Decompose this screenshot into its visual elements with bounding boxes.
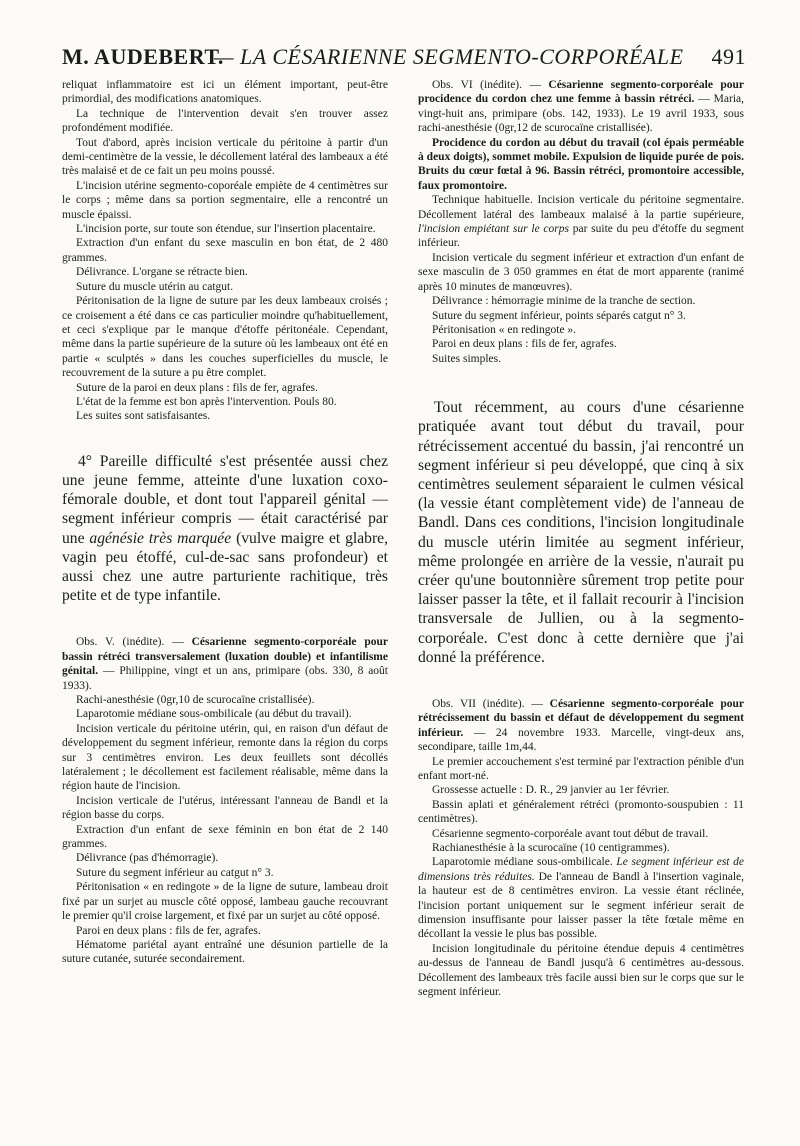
paragraph-emphasis: Le segment inférieur est de dimensions très réduites. xyxy=(418,856,745,883)
paragraph-text: De l'anneau de Bandl à l'insertion vaginale, la hauteur est de 8 centimètres environ. La vessie étant réclinée, l'incision portant uniquement sur le segment inférieur serait de dimension insuffisante pour laisser passer la tête fœtale même en décollant la vessie le plus bas possible. xyxy=(418,870,744,941)
paragraph: Suites simples. xyxy=(432,352,502,365)
observation-title: Césarienne segmento-corporéale pour rétrécissement du bassin et défaut de développement du segment inférieur. xyxy=(418,697,744,739)
paragraph: Extraction d'un enfant de sexe féminin en bon état de 2 140 grammes. xyxy=(62,823,388,851)
paragraph: Paroi en deux plans : fils de fer, agrafes. xyxy=(432,338,617,351)
body-paragraph xyxy=(62,452,388,606)
paragraph: Les suites sont satisfaisantes. xyxy=(76,410,211,423)
paragraph: Hématome pariétal ayant entraîné une désunion partielle de la suture cutanée, suturée secondairement. xyxy=(62,938,388,966)
observation-vi xyxy=(418,78,744,366)
paragraph: Incision verticale du péritoine utérin, qui, en raison d'un défaut de développement du segment inférieur, remonte dans la région du corps sur 3 centimètres environ. Les deux feuillets sont décollés latéralement ; le décollement est facilement réalisable, même dans la région haute de l'incision. xyxy=(62,722,388,793)
paragraph: Délivrance : hémorragie minime de la tranche de section. xyxy=(432,295,696,308)
paragraph-emphasis: l'incision empiétant sur le corps xyxy=(418,223,569,236)
paragraph: Suture du muscle utérin au catgut. xyxy=(76,280,234,293)
observation-heading xyxy=(62,635,388,693)
paragraph: L'incision porte, sur toute son étendue, sur l'insertion placentaire. xyxy=(76,223,376,236)
paragraph-text: Laparotomie médiane sous-ombilicale. xyxy=(432,856,613,869)
body-paragraph: Tout récemment, au cours d'une césarienne pratiquée avant tout début du travail, pour rétrécissement accentué du bassin, j'ai rencontré un segment inférieur si peu développé, que cinq à six centimètres seulement séparaient le culmen vésical (la vessie étant complètement vide) de l'anneau de Bandl. Dans ces conditions, l'incision longitudinale du muscle utérin limitée au segment inférieur, même prolongée en arrière de la vessie, n'aurait pu créer qu'une boutonnière sûrement trop petite pour laisser passer la tête, et il fallait recourir à l'incision transversale de Jullien, ou à la segmento-corporéale. C'est donc à cette dernière que j'ai donné la préférence. xyxy=(418,399,744,666)
paragraph: Péritonisation de la ligne de suture par les deux lambeaux croisés ; ce croisement a été dans ce cas particulier moindre qu'habituellement, et ceci s'explique par le manque d'étoffe péritonéale. Cependant, même dans la partie supérieure de la suture où les lambeaux ont été en partie « sculptés » dans les couches superficielles du muscle, le recouvrement de la suture a pu être complet. xyxy=(62,295,388,380)
observation-meta: — Philippine, vingt et un ans, primipare (obs. 330, 8 août 1933). xyxy=(62,665,389,692)
body-text: 4° Pareille difficulté s'est présentée aussi chez une jeune femme, atteinte d'une luxation coxo-fémorale double, et dont tout l'appareil génital — segment inférieur compris — était caractérisé par une xyxy=(62,452,388,547)
paragraph: Rachianesthésie à la scurocaïne (10 centigrammes). xyxy=(432,842,670,855)
observation-title: Césarienne segmento-corporéale pour procidence du cordon chez une femme à bassin rétréci. xyxy=(418,79,745,106)
observation-title: Césarienne segmento-corporéale pour bassin rétréci transversalement (luxation double) et infantilisme génital. xyxy=(62,636,389,678)
paragraph: reliquat inflammatoire est ici un élément important, peut-être primordial, des modifications anatomiques. xyxy=(62,79,388,106)
observation-v xyxy=(62,635,388,966)
paragraph xyxy=(418,193,744,251)
observation-label: Obs. VI (inédite). — xyxy=(432,79,541,91)
paragraph: Laparotomie médiane sous-ombilicale (au début du travail). xyxy=(76,708,352,721)
paragraph xyxy=(418,855,744,941)
observation-label: Obs. V. (inédite). — xyxy=(76,636,184,649)
paragraph: Suture du segment inférieur, points séparés catgut n° 3. xyxy=(432,309,686,322)
case-continuation xyxy=(62,78,388,424)
observation-meta: 1933. Marcelle, vingt-deux ans, secondipare, taille 1m,44. xyxy=(418,726,745,754)
paragraph: Rachi-anesthésie (0gr,10 de scurocaïne cristallisée). xyxy=(76,694,315,706)
header-author: M. AUDEBERT. xyxy=(62,44,224,69)
paragraph: Suture du segment inférieur au catgut n° 3. xyxy=(76,866,274,879)
paragraph-text: par suite du peu d'étoffe du segment inférieur. xyxy=(418,223,744,250)
right-column xyxy=(418,78,744,1000)
paragraph: Le premier accouchement s'est terminé par l'extraction pénible d'un enfant mort-né. xyxy=(418,755,744,782)
paragraph: Péritonisation « en redingote ». xyxy=(432,323,577,336)
observation-heading xyxy=(418,78,744,136)
paragraph: Péritonisation « en redingote » de la ligne de suture, lambeau droit fixé par un surjet au muscle côté opposé, lambeau gauche recouvrant le premier qu'il croise largement, et fixé par un surjet au côté opposé. xyxy=(62,881,388,923)
paragraph: Incision verticale de l'utérus, intéressant l'anneau de Bandl et la région basse du corps. xyxy=(62,794,388,822)
paragraph: Bassin aplati et généralement rétréci (promonto-souspubien : 11 centimètres). xyxy=(418,798,744,826)
paragraph-text: Technique habituelle. Incision verticale du péritoine segmentaire. Décollement latéral des lambeaux malaisé à la partie supérieure, xyxy=(418,194,744,221)
page-number: 491 xyxy=(711,44,746,69)
paragraph: Incision longitudinale du péritoine étendue depuis 4 centimètres au-dessus de l'anneau de Bandl jusqu'à 6 centimètres au-dessous. Décollement des lambeaux très facile aussi bien sur le corps que sur le segment inférieur. xyxy=(418,942,744,999)
paragraph: Délivrance (pas d'hémorragie). xyxy=(76,852,219,865)
paragraph: Paroi en deux plans : fils de fer, agrafes. xyxy=(76,924,261,937)
header-title: — LA CÉSARIENNE SEGMENTO-CORPORÉALE xyxy=(214,44,684,69)
observation-date: — 24 novembre xyxy=(473,726,565,739)
running-header xyxy=(62,40,746,76)
observation-heading xyxy=(418,697,744,755)
paragraph: L'incision utérine segmento-coporéale empiète de 4 centimètres sur le corps ; même dans sa portion segmentaire, elle a rencontré un muscle épaissi. xyxy=(62,179,388,221)
paragraph: Extraction d'un enfant du sexe masculin en bon état, de 2 480 grammes. xyxy=(62,237,388,264)
paragraph: Procidence du cordon au début du travail (col épais perméable à deux doigts), sommet mobile. Expulsion de liquide purée de pois. Bruits du cœur fœtal à 96. Bassin rétréci, promontoire accessible, faux promontoire. xyxy=(418,136,744,192)
paragraph: Incision verticale du segment inférieur et extraction d'un enfant de sexe masculin de 3 050 grammes en état de mort apparente (ranimé après 10 minutes de manœuvres). xyxy=(418,251,744,293)
observation-meta: — Maria, vingt-huit ans, primipare (obs. 142, 1933). Le 19 avril 1933, sous rachi-anesthésie (0gr,12 de scurocaïne cristallisée). xyxy=(418,93,744,135)
paragraph: L'état de la femme est bon après l'intervention. Pouls 80. xyxy=(76,395,337,408)
observation-vii xyxy=(418,697,744,1000)
paragraph: Délivrance. L'organe se rétracte bien. xyxy=(76,266,248,279)
paragraph: Césarienne segmento-corporéale avant tout début de travail. xyxy=(432,827,709,840)
paragraph: La technique de l'intervention devait s'en trouver assez profondément modifiée. xyxy=(62,107,388,135)
observation-label: Obs. VII (inédite). — xyxy=(432,697,543,710)
body-text: (vulve maigre et glabre, vagin peu étoffé, cul-de-sac sans profondeur) et aussi chez une autre parturiente rachitique, très petite et de type infantile. xyxy=(62,529,388,605)
paragraph: Grossesse actuelle : D. R., 29 janvier au 1er février. xyxy=(432,784,670,797)
left-column xyxy=(62,78,388,967)
paragraph: Suture de la paroi en deux plans : fils de fer, agrafes. xyxy=(76,381,318,394)
paragraph: Tout d'abord, après incision verticale du péritoine à partir d'un demi-centimètre de la vessie, le décollement latéral des lambeaux a été très malaisé et de ce fait un peu moins poussé. xyxy=(62,136,388,178)
body-emphasis: agénésie très marquée xyxy=(89,529,232,547)
